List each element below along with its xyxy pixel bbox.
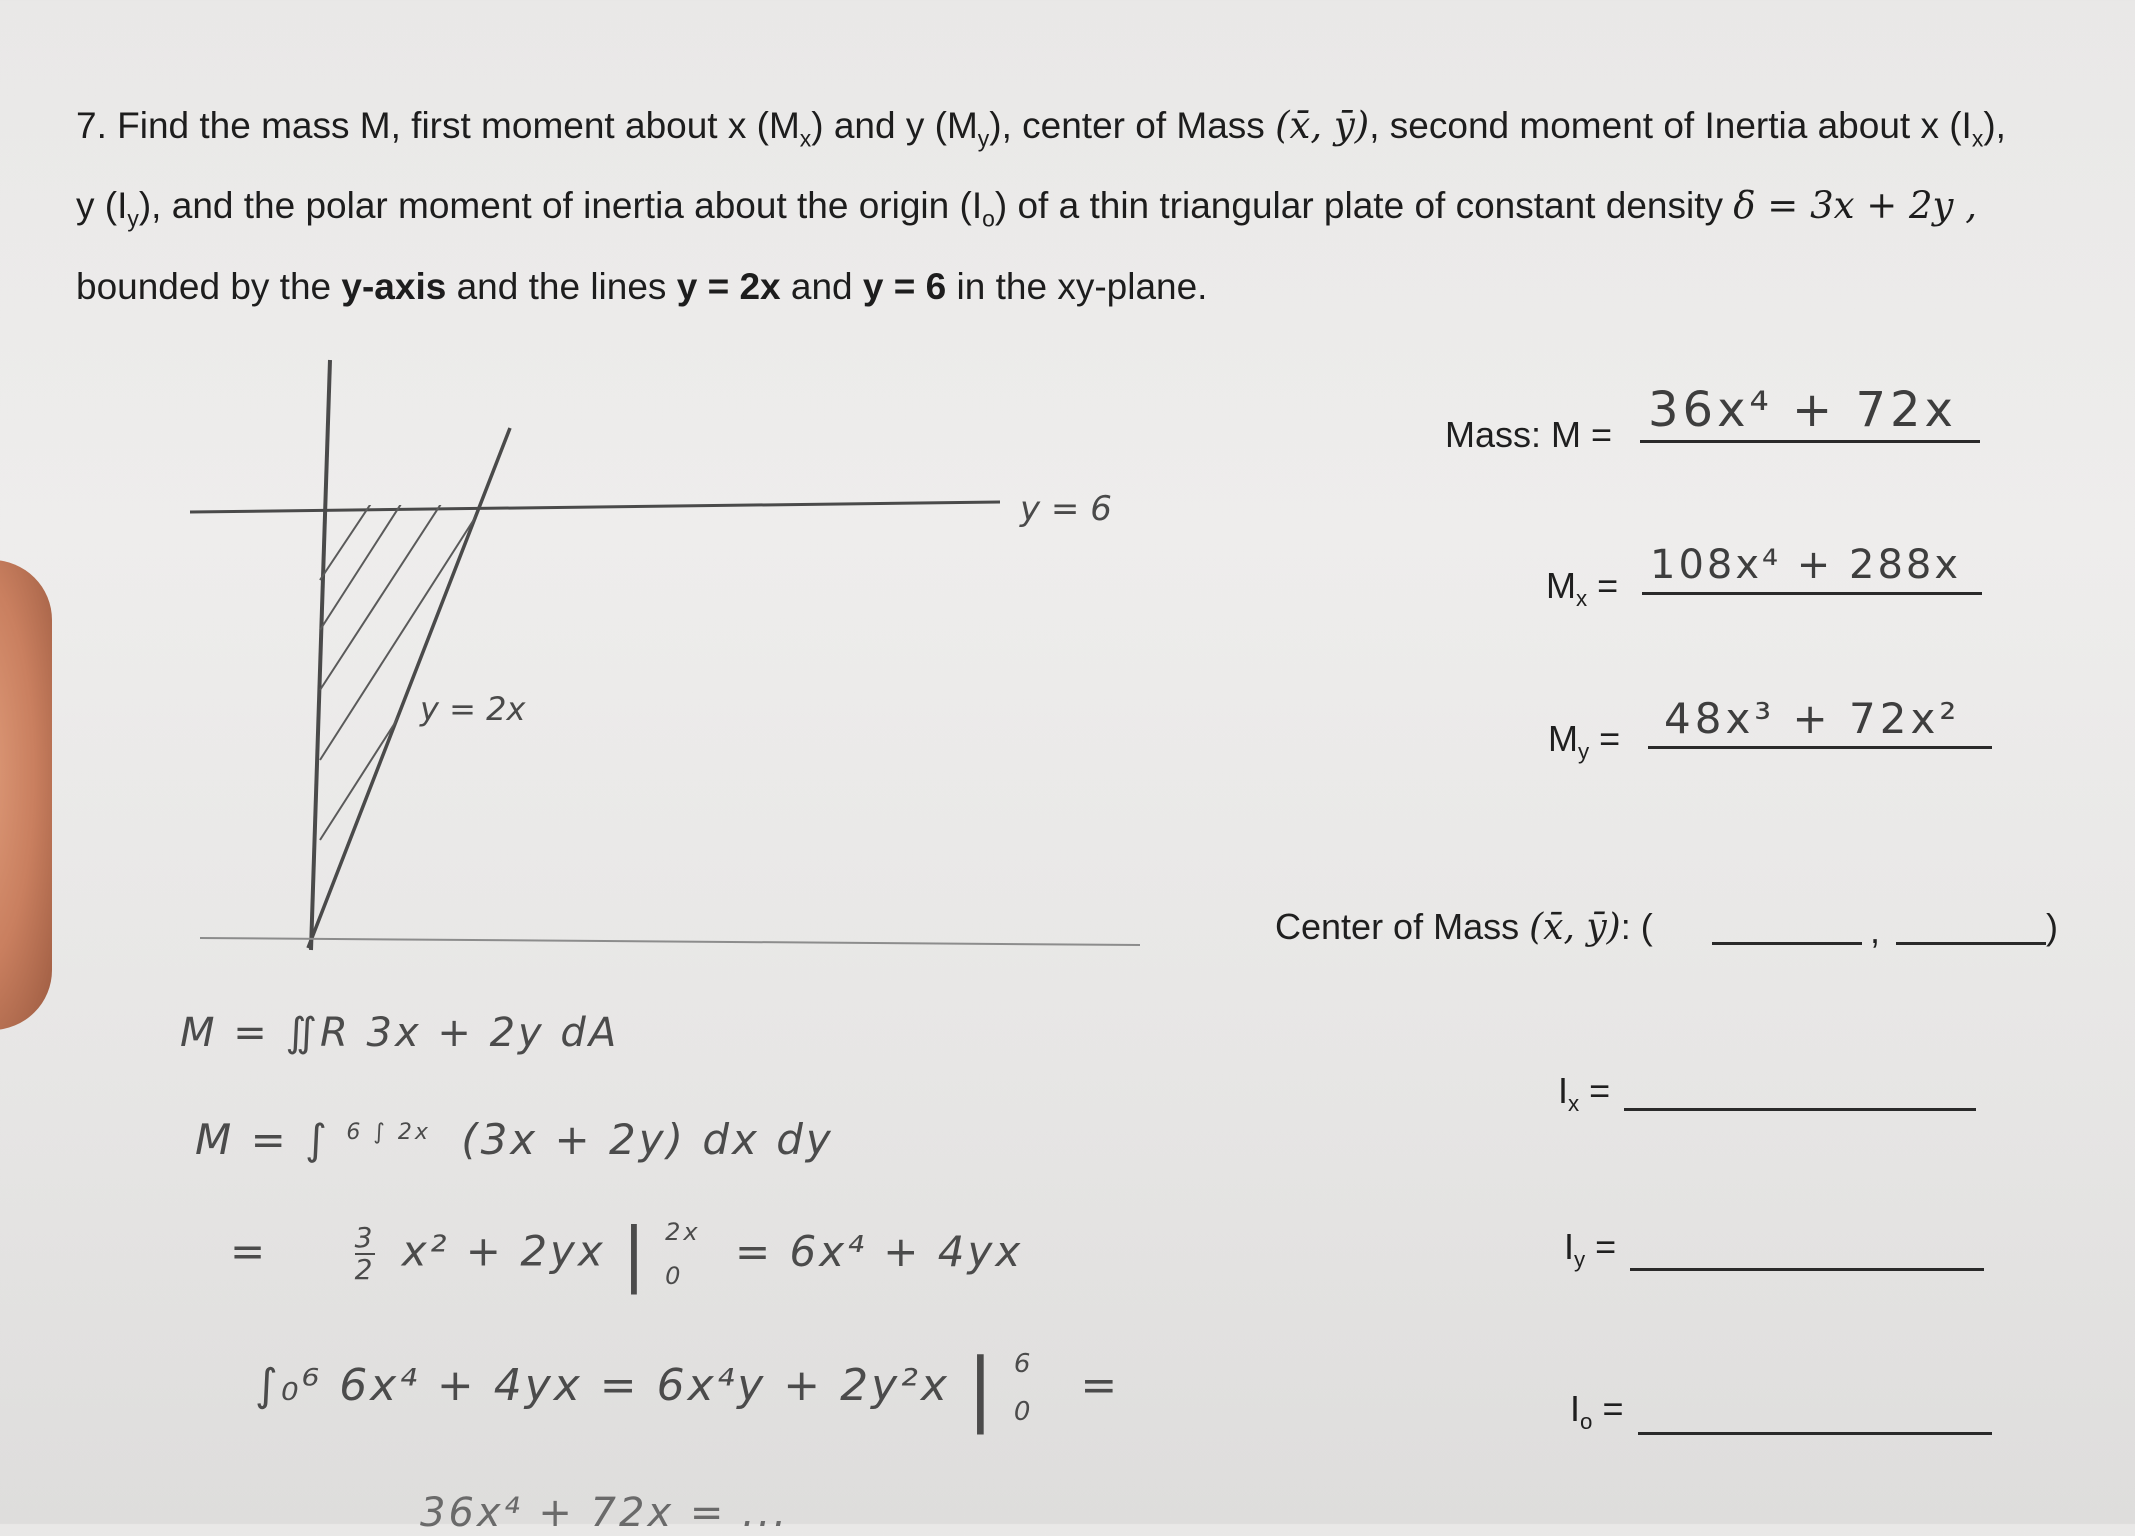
center-of-mass-label: Center of Mass (x̄, ȳ): (	[1275, 906, 1653, 948]
iy-label: $I_y$ =	[1564, 1226, 1617, 1273]
mass-answer-value: 36x⁴ + 72x	[1648, 382, 1957, 438]
problem-line-1: 7. Find the mass M, first moment about x $(M_x)$ and y $(M_y)$, center of Mass (x̄, ȳ), second moment of Inertia about x $(I_x)$,	[76, 104, 2006, 152]
problem-line-2: y $(I_y)$, and the polar moment of inertia about the origin $(I_o)$ of a thin triangular plate of constant density δ = 3x + 2y ,	[76, 184, 1977, 232]
label-y-6: y = 6	[1020, 489, 1112, 529]
mass-answer-line[interactable]	[1640, 440, 1980, 443]
line-y-2x	[308, 428, 510, 948]
mx-answer-line[interactable]	[1642, 592, 1982, 595]
problem-number: 7.	[76, 105, 107, 146]
my-label: $M_y$ =	[1548, 718, 1621, 765]
mass-label: Mass: M =	[1445, 414, 1613, 455]
density-formula: δ = 3x + 2y ,	[1733, 184, 1977, 228]
y-axis-line	[311, 360, 330, 950]
com-y-answer-line[interactable]	[1896, 942, 2046, 945]
problem-statement	[76, 92, 2096, 321]
problem-line-3: bounded by the y-axis and the lines y = 2x and y = 6 in the xy-plane.	[76, 265, 1208, 307]
mx-label: $M_x$ =	[1546, 565, 1619, 612]
ix-answer-line[interactable]	[1624, 1108, 1976, 1111]
ix-label: $I_x$ =	[1558, 1070, 1611, 1117]
my-answer-line[interactable]	[1648, 746, 1992, 749]
com-comma: ,	[1870, 910, 1881, 951]
mx-answer-value: 108x⁴ + 288x	[1650, 542, 1962, 588]
iy-answer-line[interactable]	[1630, 1268, 1984, 1271]
label-y-2x: y = 2x	[420, 690, 526, 728]
io-label: $I_o$ =	[1570, 1388, 1624, 1435]
work-line-5-cutoff: 36x⁴ + 72x = ...	[420, 1490, 790, 1536]
com-x-answer-line[interactable]	[1712, 942, 1862, 945]
my-answer-value: 48x³ + 72x²	[1664, 694, 1961, 743]
com-symbol: (x̄, ȳ)	[1275, 104, 1370, 147]
region-sketch	[180, 340, 1380, 960]
line-y-6	[190, 502, 1000, 512]
x-axis-faint-line	[200, 938, 1140, 945]
work-line-1: M = ∬R 3x + 2y dA	[180, 1010, 620, 1056]
finger-thumb	[0, 560, 52, 1030]
work-line-3: = $\frac{3}{2}$ x² + 2yx | 2x 0 = 6x⁴ + 4yx	[230, 1213, 1024, 1295]
io-answer-line[interactable]	[1638, 1432, 1992, 1435]
work-line-2: M = ∫ $^{6 \int 2x}$ (3x + 2y) dx dy	[195, 1115, 834, 1164]
integral-limits: 6 ∫ 2x	[346, 1120, 431, 1145]
work-line-4: ∫₀⁶ 6x⁴ + 4yx = 6x⁴y + 2y²x | 6 0 =	[255, 1341, 1121, 1435]
com-close-paren: )	[2046, 906, 2058, 947]
